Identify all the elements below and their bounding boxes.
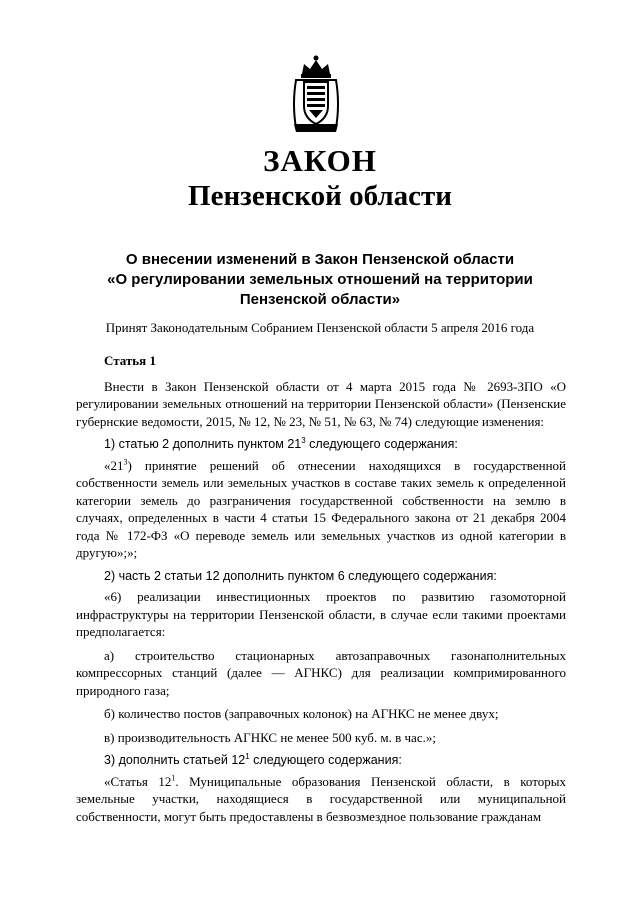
article-heading: Статья 1 [104, 353, 156, 368]
subitem-a: а) строительство стационарных автозаправочных газонаполнительных компрессорных станций (далее — АГНКС) для реализации компримированного природного газа; [76, 647, 566, 698]
subitem-b: б) количество постов (заправочных колонок) на АГНКС не менее двух; [104, 706, 499, 721]
document-title: ЗАКОН [263, 143, 377, 178]
penza-coat-of-arms-icon [290, 54, 342, 134]
article-intro: Внести в Закон Пензенской области от 4 марта 2015 года № 2693-ЗПО «О регулировании земельных отношений на территории Пензенской области» (Пензенские губернские ведомости, 2015, № 12, № 23, № 51, № 63, № 74) следующие изменения: [76, 378, 566, 429]
document-region: Пензенской области [188, 180, 452, 212]
amendment-item-3: 3) дополнить статьей $12^1$ следующего содержания: [104, 751, 402, 767]
amendment-quote-3: «Статья $12^1$. Муниципальные образования Пензенской области, в которых земельные участки, находящиеся в государственной или муниципальной собственности, могут быть предоставлены в безвозмездное пользование гражданам [76, 773, 566, 824]
law-subject-line2: «О регулировании земельных отношений на территории [107, 271, 533, 288]
amendment-quote-1: «$21^3$) принятие решений об отнесении находящихся в государственной собственности земель или земельных участков в составе таких земель к определенной категории земель до разграничения государственной собственности на землю в случаях, определенных в части 4 статьи 15 Федерального закона от 21 декабря 2004 года № 172-ФЗ «О переводе земель или земельных участков из одной категории в другую»;»; [76, 457, 566, 560]
amendment-item-2: 2) часть 2 статьи 12 дополнить пунктом 6 следующего содержания: [104, 568, 497, 583]
adoption-note: Принят Законодательным Собранием Пензенской области 5 апреля 2016 года [105, 320, 535, 335]
law-subject-line1: О внесении изменений в Закон Пензенской области [125, 251, 515, 268]
law-subject [80, 250, 560, 310]
amendment-quote-2: «6) реализации инвестиционных проектов по развитию газомоторной инфраструктуры на территории Пензенской области, в случае если такими проектами предполагается: [76, 589, 566, 639]
subitem-c: в) производительность АГНКС не менее 500 куб. м. в час.»; [104, 729, 436, 745]
amendment-item-1: 1) статью 2 дополнить пунктом $21^3$ следующего содержания: [104, 435, 458, 451]
article-body [76, 352, 566, 831]
law-subject-line3: Пензенской области» [239, 291, 401, 308]
